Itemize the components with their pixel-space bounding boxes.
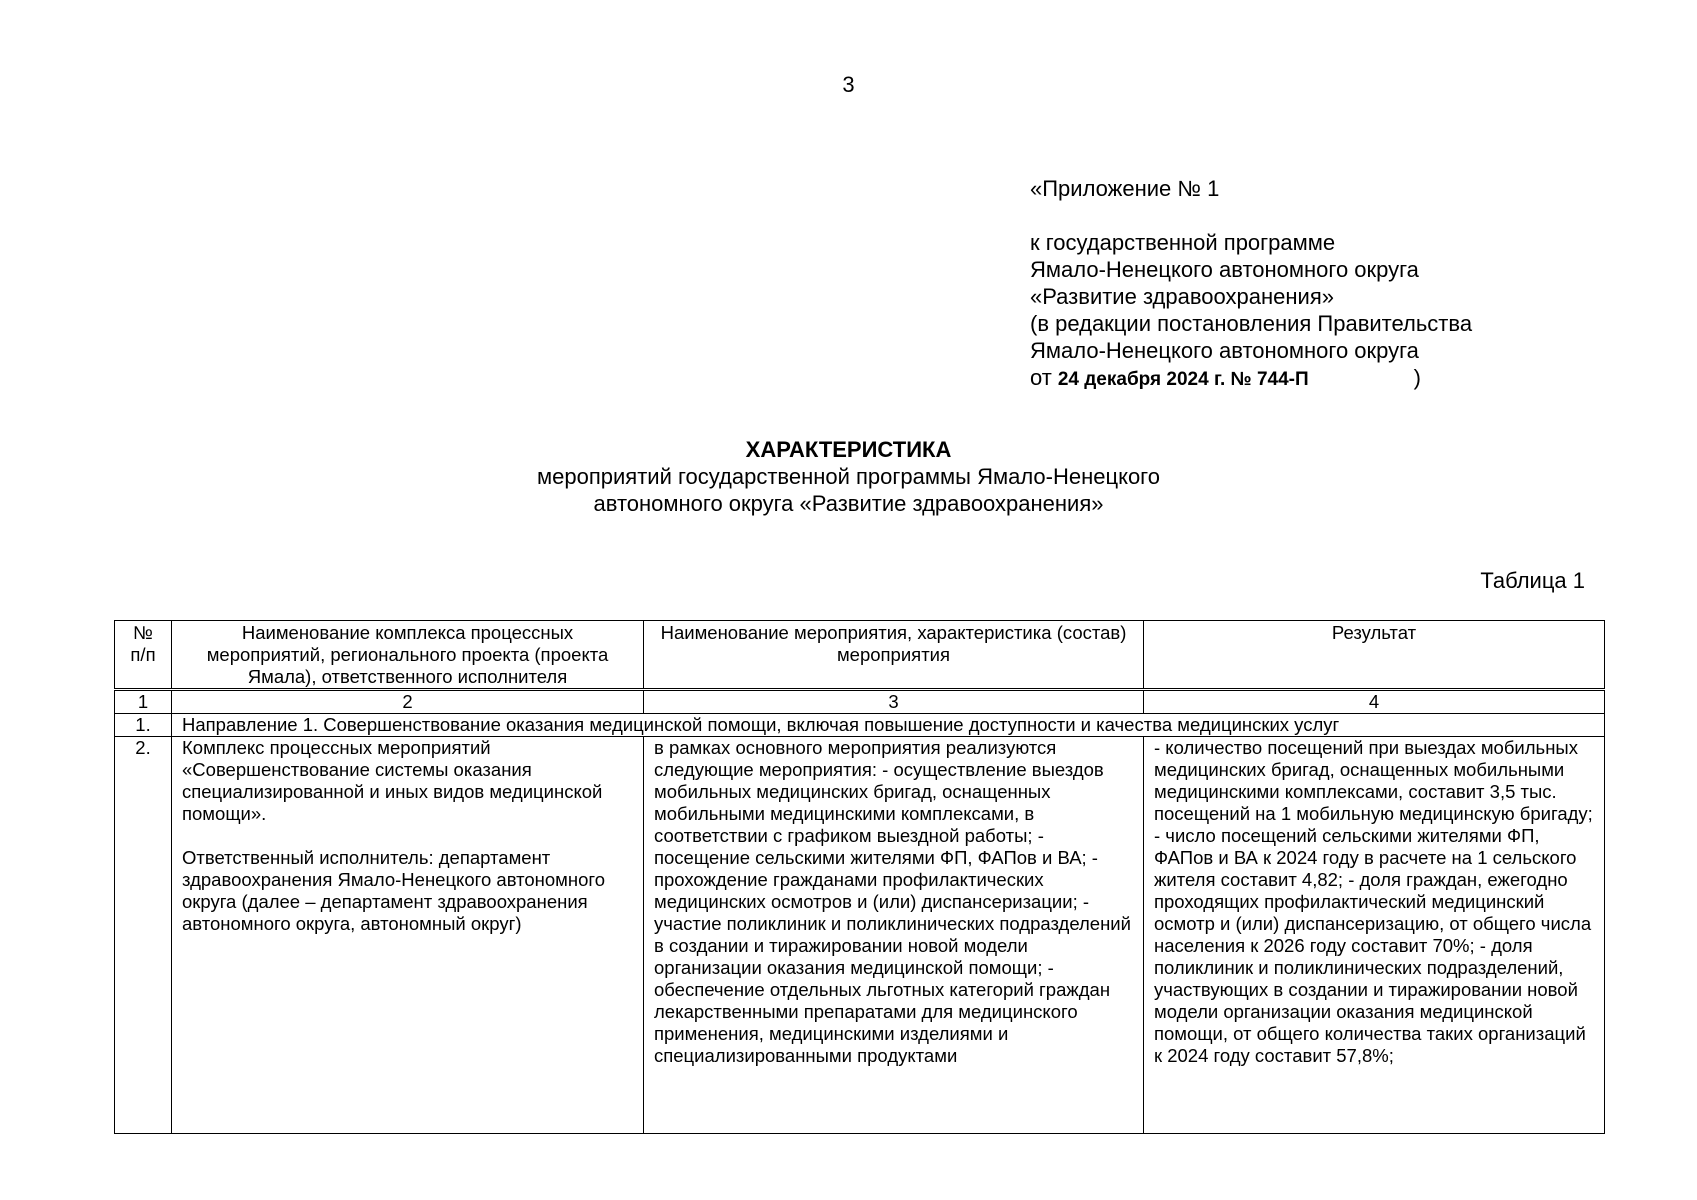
table-row — [115, 737, 1605, 1134]
appendix-line: к государственной программе — [1030, 230, 1336, 255]
row-number: 2. — [115, 737, 172, 1134]
table-label: Таблица 1 — [1480, 568, 1585, 593]
date-prefix: от — [1030, 365, 1052, 390]
result-description: - количество посещений при выездах мобильных медицинских бригад, оснащенных мобильными медицинскими комплексами, составит 3,5 тыс. посещений на 1 мобильную медицинскую бригаду; - число посещений сельскими жителями ФП, ФАПов и ВА к 2024 году в расчете на 1 сельского жителя составит 4,82; - доля граждан, ежегодно проходящих профилактический медицинский осмотр и (или) диспансеризацию, от общего числа населения к 2026 году составит 70%; - доля поликлиник и поликлинических подразделений, участвующих в создании и тиражировании новой модели организации оказания медицинской помощи, от общего количества таких организаций к 2024 году составит 57,8%; — [1144, 737, 1605, 1134]
header-cell: № п/п — [115, 621, 172, 690]
appendix-line: «Развитие здравоохранения» — [1030, 284, 1334, 309]
heading-title: ХАРАКТЕРИСТИКА — [745, 437, 952, 462]
column-number-cell: 2 — [172, 690, 644, 714]
document-heading — [0, 436, 1697, 517]
column-number-cell: 4 — [1144, 690, 1605, 714]
column-number-cell: 3 — [644, 690, 1144, 714]
date-suffix: ) — [1413, 365, 1421, 390]
responsible-executor: Ответственный исполнитель: департамент здравоохранения Ямало-Ненецкого автономного округа (далее – департамент здравоохранения автономного округа, автономный округ) — [182, 847, 606, 934]
direction-number: 1. — [115, 714, 172, 737]
direction-text: Направление 1. Совершенствование оказания медицинской помощи, включая повышение доступности и качества медицинских услуг — [172, 714, 1605, 737]
header-cell: Наименование комплекса процессных мероприятий, регионального проекта (проекта Ямала), ответственного исполнителя — [172, 621, 644, 690]
appendix-line: Ямало-Ненецкого автономного округа — [1030, 257, 1419, 282]
column-number-cell: 1 — [115, 690, 172, 714]
page-number: 3 — [842, 72, 855, 97]
heading-subtitle-line: мероприятий государственной программы Ямало-Ненецкого — [537, 464, 1160, 489]
complex-name: Комплекс процессных мероприятий «Совершенствование системы оказания специализированной и иных видов медицинской помощи». — [182, 737, 603, 824]
column-number-row — [115, 690, 1605, 714]
appendix-line: Ямало-Ненецкого автономного округа — [1030, 338, 1419, 363]
resolution-date: 24 декабря 2024 г. № 744-П — [1057, 369, 1309, 390]
complex-cell — [172, 737, 644, 1134]
appendix-line: (в редакции постановления Правительства — [1030, 311, 1473, 336]
heading-subtitle-line: автономного округа «Развитие здравоохранения» — [593, 491, 1104, 516]
appendix-title: «Приложение № 1 — [1030, 176, 1220, 201]
appendix-block — [1030, 175, 1630, 393]
header-cell: Наименование мероприятия, характеристика (состав) мероприятия — [644, 621, 1144, 690]
table-header-row — [115, 621, 1605, 690]
appendix-date-line — [1030, 364, 1630, 393]
activity-description: в рамках основного мероприятия реализуются следующие мероприятия: - осуществление выездов мобильных медицинских бригад, оснащенных мобильными медицинскими комплексами, в соответствии с графиком выездной работы; - посещение сельскими жителями ФП, ФАПов и ВА; - прохождение гражданами профилактических медицинских осмотров и (или) диспансеризации; - участие поликлиник и поликлинических подразделений в создании и тиражировании новой модели организации оказания медицинской помощи; - обеспечение отдельных льготных категорий граждан лекарственными препаратами для медицинского применения, медицинскими изделиями и специализированными продуктами — [644, 737, 1144, 1134]
characteristics-table — [114, 620, 1605, 1134]
header-cell: Результат — [1144, 621, 1605, 690]
direction-row — [115, 714, 1605, 737]
